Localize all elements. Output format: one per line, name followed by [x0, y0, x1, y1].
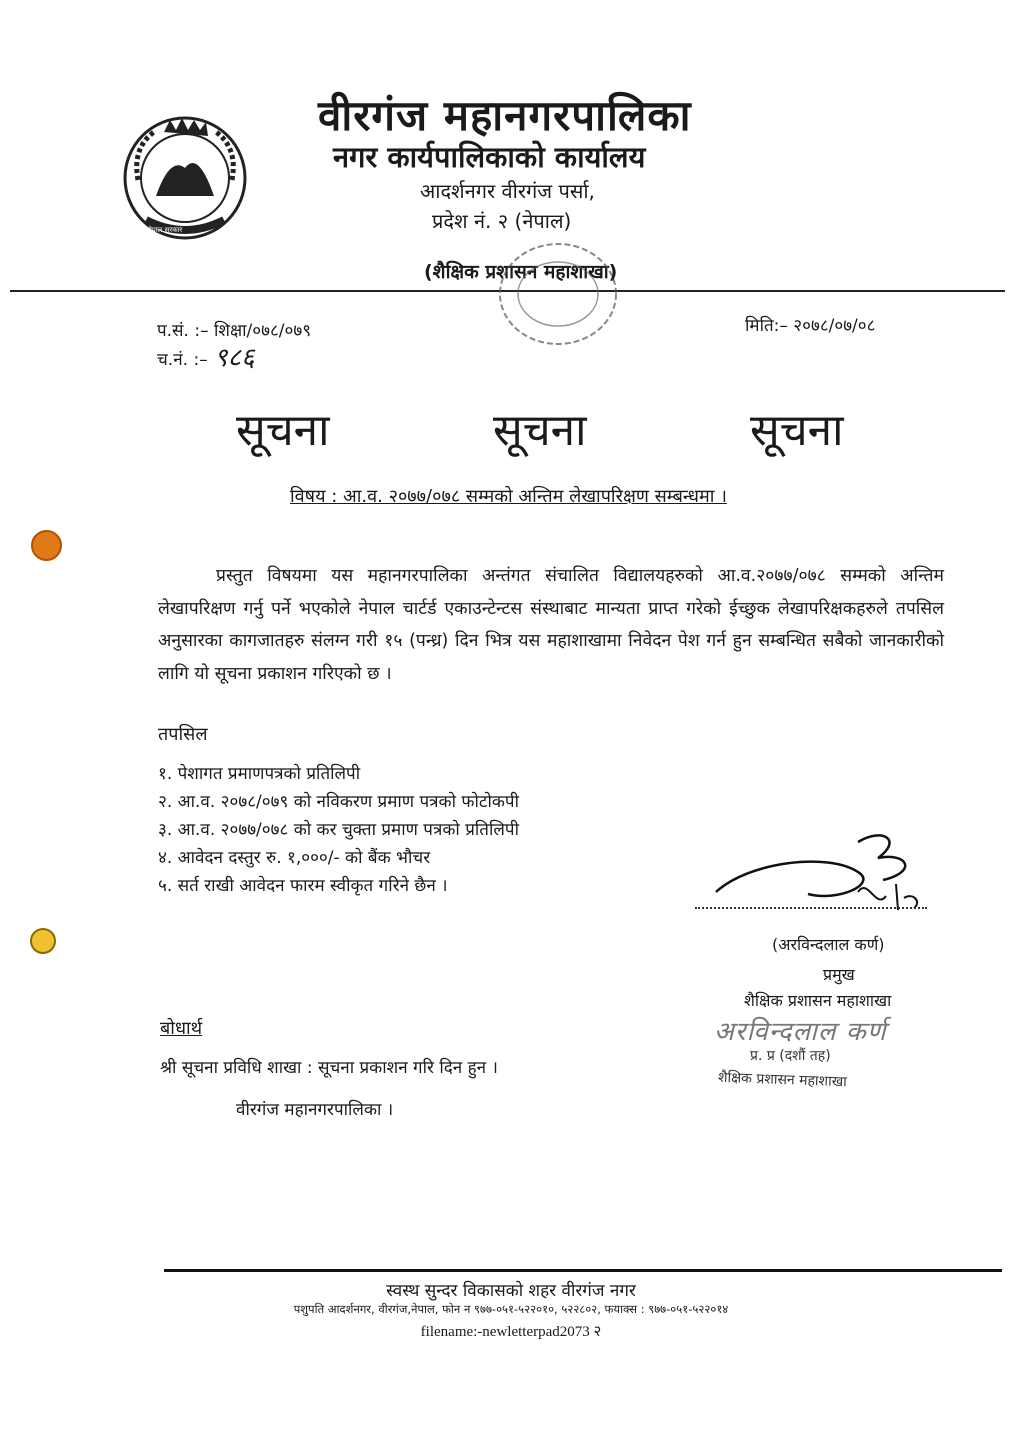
document-date: मिति:– २०७८/०७/०८: [745, 316, 876, 336]
handwritten-signature-icon: [708, 822, 930, 920]
sticker-orange-icon: [31, 530, 62, 561]
org-name: वीरगंज महानगरपालिका: [318, 91, 692, 140]
rank-stamp: प्र. प्र (दशौं तह): [750, 1048, 831, 1064]
footer-contact: पशुपति आदर्शनगर, वीरगंज,नेपाल, फोन न ९७७-०५१-५२२०१०, ५२२८०२, फयाक्स : ९७७-०५१-५२२०१४: [293, 1302, 729, 1316]
notice-word-2: सूचना: [493, 405, 587, 456]
notice-word-3: सूचना: [750, 405, 844, 456]
dispatch-label: च.नं. :–: [157, 350, 208, 370]
notice-word-1: सूचना: [236, 405, 330, 456]
list-item: ४. आवेदन दस्तुर रु. १,०००/- को बैंक भौचर: [158, 848, 431, 868]
signatory-name: (अरविन्दलाल कर्ण): [772, 935, 885, 954]
footer-divider: [164, 1269, 1002, 1272]
signature-line: [695, 907, 927, 909]
cc-line-1: श्री सूचना प्रविधि शाखा : सूचना प्रकाशन गरि दिन हुन ।: [160, 1058, 498, 1078]
nepal-emblem-icon: [118, 108, 252, 244]
division-name: (शैक्षिक प्रशासन महाशाखा): [424, 261, 618, 283]
department-stamp: शैक्षिक प्रशासन महाशाखा: [717, 1069, 848, 1091]
name-stamp: अरविन्दलाल कर्ण: [714, 1017, 887, 1047]
reference-number: प.सं. :– शिक्षा/०७८/०७९: [157, 321, 312, 341]
subject-line: विषय : आ.व. २०७७/०७८ सम्मको अन्तिम लेखापरिक्षण सम्बन्धमा ।: [290, 486, 727, 507]
cc-line-2: वीरगंज महानगरपालिका ।: [236, 1100, 394, 1120]
office-stamp-icon: [490, 232, 626, 352]
sticker-yellow-icon: [30, 928, 56, 954]
list-item: २. आ.व. २०७८/०७९ को नविकरण प्रमाण पत्रको फोटोकपी: [158, 792, 519, 812]
emblem-ribbon-text: नेपाल सरकार: [148, 226, 183, 234]
footer-filename: filename:-newletterpad2073 २: [420, 1324, 602, 1340]
list-item: १. पेशागत प्रमाणपत्रको प्रतिलिपी: [158, 764, 361, 784]
address-line2: प्रदेश नं. २ (नेपाल): [432, 209, 572, 233]
list-item: ३. आ.व. २०७७/०७८ को कर चुक्ता प्रमाण पत्रको प्रतिलिपी: [158, 820, 519, 840]
signatory-role: प्रमुख: [823, 965, 855, 984]
office-name: नगर कार्यपालिकाको कार्यालय: [333, 140, 646, 174]
signatory-department: शैक्षिक प्रशासन महाशाखा: [744, 991, 892, 1010]
tapsil-heading: तपसिल: [158, 724, 208, 745]
footer-slogan: स्वस्थ सुन्दर विकासको शहर वीरगंज नगर: [386, 1281, 636, 1301]
cc-heading: बोधार्थ: [160, 1018, 203, 1039]
address-line1: आदर्शनगर वीरगंज पर्सा,: [420, 179, 595, 203]
dispatch-number: ९८६: [214, 343, 255, 373]
body-paragraph: प्रस्तुत विषयमा यस महानगरपालिका अन्तंगत संचालित विद्यालयहरुको आ.व.२०७७/०७८ सम्मको अन्तिम लेखापरिक्षण गर्नु पर्ने भएकोले नेपाल चार्टर्ड एकाउन्टेन्टस संस्थाबाट मान्यता प्राप्त गरेको ईच्छुक लेखापरिक्षकहरुले तपसिल अनुसारका कागजातहरु संलग्न गरी १५ (पन्ध्र) दिन भित्र यस महाशाखामा निवेदन पेश गर्न हुन सम्बन्धित सबैको जानकारीको लागि यो सूचना प्रकाशन गरिएको छ ।: [158, 566, 944, 684]
requirements-list: [158, 760, 519, 900]
list-item: ५. सर्त राखी आवेदन फारम स्वीकृत गरिने छैन ।: [158, 876, 448, 896]
